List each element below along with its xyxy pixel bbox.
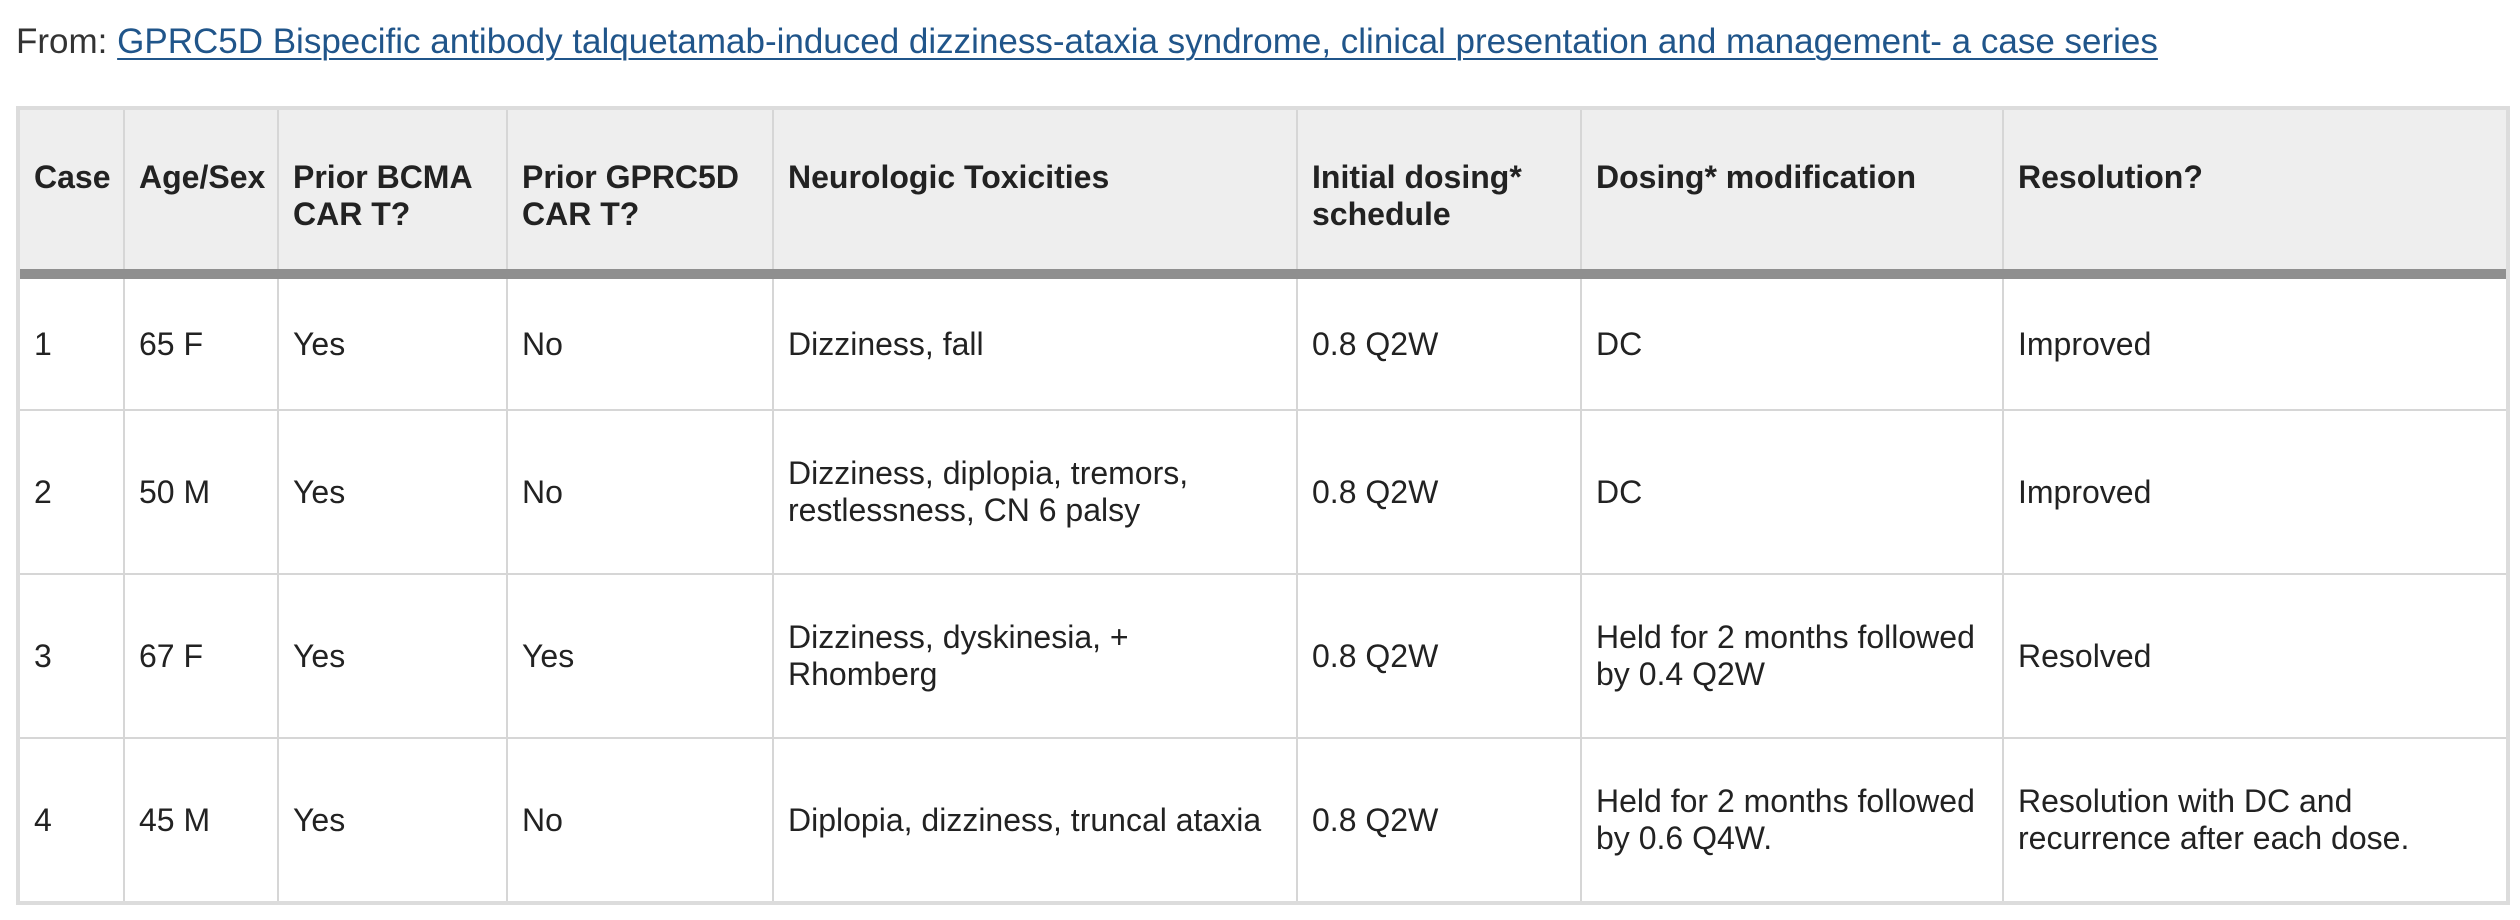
cell-case: 4: [20, 738, 124, 901]
cell-initial-dosing: 0.8 Q2W: [1297, 738, 1581, 901]
cell-dosing-modification: DC: [1581, 274, 2003, 410]
table-row: [20, 410, 2506, 574]
cell-age-sex: 50 M: [124, 410, 278, 574]
cell-resolution: Resolution with DC and recurrence after each dose.: [2018, 783, 2410, 856]
cell-prior-bcma: Yes: [278, 574, 507, 738]
header-neurologic-toxicities: Neurologic Toxicities: [773, 110, 1297, 274]
cell-prior-gprc5d: Yes: [507, 574, 773, 738]
source-citation: [16, 18, 2158, 66]
cell-case: 1: [20, 274, 124, 410]
header-resolution: Resolution?: [2003, 110, 2506, 274]
cell-prior-bcma: Yes: [278, 410, 507, 574]
header-age-sex: Age/Sex: [124, 110, 278, 274]
header-initial-dosing-schedule: Initial dosing* schedule: [1297, 110, 1581, 274]
cell-dosing-modification: Held for 2 months followed by 0.4 Q2W: [1581, 574, 2003, 738]
cell-age-sex: 45 M: [124, 738, 278, 901]
cell-initial-dosing: 0.8 Q2W: [1297, 410, 1581, 574]
cell-neurologic-toxicities: Dizziness, fall: [773, 274, 1297, 410]
cell-dosing-modification: Held for 2 months followed by 0.6 Q4W.: [1581, 738, 2003, 901]
cell-prior-gprc5d: No: [507, 410, 773, 574]
header-prior-bcma-car-t: Prior BCMA CAR T?: [278, 110, 507, 274]
cell-prior-bcma: Yes: [278, 274, 507, 410]
header-prior-gprc5d-car-t: Prior GPRC5D CAR T?: [507, 110, 773, 274]
case-series-table-container: [16, 106, 2510, 905]
cell-age-sex: 65 F: [124, 274, 278, 410]
cell-prior-gprc5d: No: [507, 738, 773, 901]
table-row: [20, 274, 2506, 410]
cell-neurologic-toxicities: Diplopia, dizziness, truncal ataxia: [773, 738, 1297, 901]
header-dosing-modification: Dosing* modification: [1581, 110, 2003, 274]
cell-case: 2: [20, 410, 124, 574]
cell-initial-dosing: 0.8 Q2W: [1297, 574, 1581, 738]
table-row: [20, 574, 2506, 738]
cell-resolution: Improved: [2003, 274, 2506, 410]
cell-resolution: Resolved: [2003, 574, 2506, 738]
table-header: [20, 110, 2506, 274]
cell-prior-gprc5d: No: [507, 274, 773, 410]
cell-prior-bcma: Yes: [278, 738, 507, 901]
header-row: [20, 110, 2506, 274]
table-row: [20, 738, 2506, 901]
cell-age-sex: 67 F: [124, 574, 278, 738]
source-article-link[interactable]: GPRC5D Bispecific antibody talquetamab-induced dizziness-ataxia syndrome, clinical presentation and management- a case series: [117, 22, 2158, 61]
case-series-table: [20, 110, 2506, 901]
cell-neurologic-toxicities: Dizziness, dyskinesia, + Rhomberg: [773, 574, 1297, 738]
cell-case: 3: [20, 574, 124, 738]
header-case: Case: [20, 110, 124, 274]
cell-dosing-modification: DC: [1581, 410, 2003, 574]
source-prefix: From:: [16, 22, 108, 61]
cell-resolution: Improved: [2003, 410, 2506, 574]
table-body: [20, 274, 2506, 901]
cell-initial-dosing: 0.8 Q2W: [1297, 274, 1581, 410]
cell-neurologic-toxicities: Dizziness, diplopia, tremors, restlessness, CN 6 palsy: [773, 410, 1297, 574]
